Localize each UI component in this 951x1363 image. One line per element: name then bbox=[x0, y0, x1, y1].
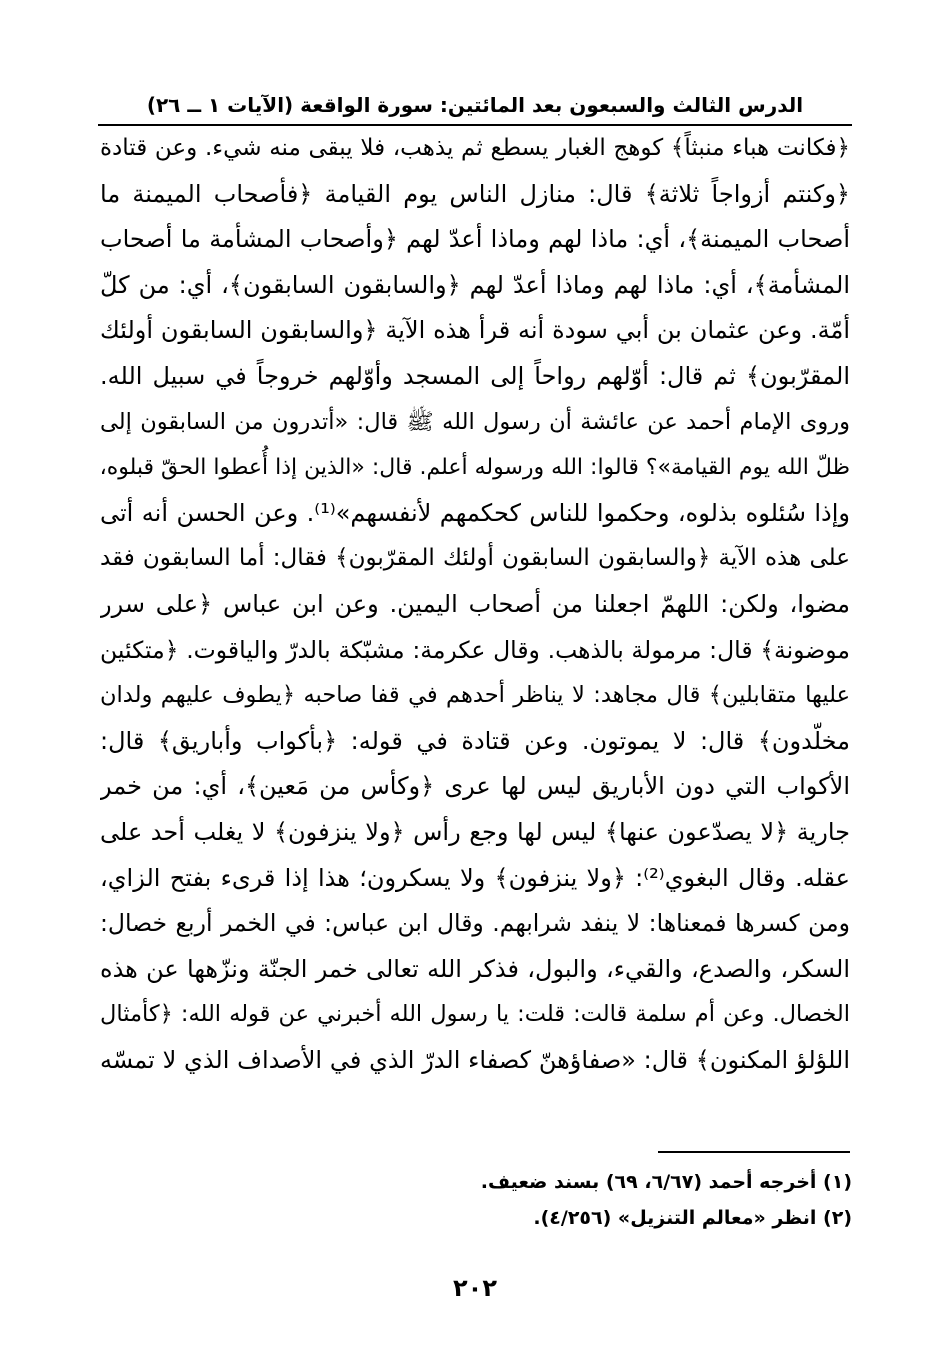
text-line: الخصال. وعن أم سلمة قالت: قلت: يا رسول الله أخبرني عن قوله الله: ﴿كأمثال bbox=[100, 1001, 850, 1028]
text-line: السكر، والصدع، والقيء، والبول، فذكر الله تعالى خمر الجنّة ونزّهها عن هذه bbox=[100, 954, 850, 983]
text-line: أصحاب الميمنة﴾، أي: ماذا لهم وماذا أعدّ لهم ﴿وأصحاب المشأمة ما أصحاب bbox=[100, 225, 850, 254]
text-line: اللؤلؤ المكنون﴾ قال: «صفاؤهنّ كصفاء الدرّ الذي في الأصداف الذي لا تمسّه bbox=[100, 1045, 850, 1074]
text-line: ظلّ الله يوم القيامة»؟ قالوا: الله ورسوله أعلم. قال: «الذين إذا أُعطوا الحقّ قبلوه، bbox=[100, 455, 850, 481]
text-line: عليها متقابلين﴾ قال مجاهد: لا يناظر أحدهم في قفا صاحبه ﴿يطوف عليهم ولدان bbox=[100, 682, 850, 709]
text-line: موضونة﴾ قال: مرمولة بالذهب. وقال عكرمة: مشبّكة بالدرّ والياقوت. ﴿متكئين bbox=[100, 635, 850, 664]
footnote-1: (١) أخرجه أحمد (٦/٦٧، ٦٩) بسند ضعيف. bbox=[480, 1171, 852, 1193]
page-number: ٢٠٢ bbox=[453, 1274, 497, 1302]
text-line: مخلّدون﴾ قال: لا يموتون. وعن قتادة في قوله: ﴿بأكواب وأباريق﴾ قال: bbox=[100, 726, 850, 755]
footnotes bbox=[100, 1164, 852, 1236]
text-line: ﴿وكنتم أزواجاً ثلاثة﴾ قال: منازل الناس يوم القيامة ﴿فأصحاب الميمنة ما bbox=[100, 179, 850, 208]
footnote-2: (٢) انظر «معالم التنزيل» (٤/٢٥٦). bbox=[533, 1207, 852, 1229]
text-line: على هذه الآية ﴿والسابقون السابقون أولئك المقرّبون﴾ فقال: أما السابقون فقد bbox=[100, 545, 850, 572]
text-line: المشأمة﴾، أي: ماذا لهم وماذا أعدّ لهم ﴿والسابقون السابقون﴾، أي: من كلّ bbox=[100, 270, 850, 299]
text-line: أمّة. وعن عثمان بن أبي سودة أنه قرأ هذه الآية ﴿والسابقون السابقون أولئك bbox=[100, 316, 850, 345]
text-line: عقله. وقال البغوي⁽²⁾: ﴿ولا ينزفون﴾ ولا يسكرون؛ هذا إذا قرىء بفتح الزاي، bbox=[100, 863, 850, 892]
footnote-divider bbox=[658, 1151, 850, 1153]
text-line: وإذا سُئلوه بذلوه، وحكموا للناس كحكمهم لأنفسهم»⁽¹⁾. وعن الحسن أنه أتى bbox=[100, 498, 850, 527]
text-line: المقرّبون﴾ ثم قال: أوّلهم رواحاً إلى المسجد وأوّلهم خروجاً في سبيل الله. bbox=[100, 361, 850, 390]
text-line: ومن كسرها فمعناها: لا ينفد شرابهم. وقال ابن عباس: في الخمر أربع خصال: bbox=[100, 909, 850, 938]
text-line: جارية ﴿لا يصدّعون عنها﴾ ليس لها وجع رأس ﴿ولا ينزفون﴾ لا يغلب أحد على bbox=[100, 817, 850, 846]
text-line: ﴿فكانت هباء منبثاً﴾ كوهج الغبار يسطع ثم يذهب، فلا يبقى منه شيء. وعن قتادة bbox=[100, 135, 850, 161]
running-header: الدرس الثالث والسبعون بعد المائتين: سورة الواقعة (الآيات ١ ــ ٢٦) bbox=[146, 93, 804, 117]
text-line: وروى الإمام أحمد عن عائشة أن رسول الله ﷺ قال: «أتدرون من السابقون إلى bbox=[100, 408, 850, 435]
text-line: الأكواب التي دون الأباريق ليس لها عرى ﴿وكأس من مَعين﴾، أي: من خمر bbox=[100, 772, 850, 801]
body-text bbox=[100, 126, 850, 1083]
text-line: مضوا، ولكن: اللهمّ اجعلنا من أصحاب اليمين. وعن ابن عباس ﴿على سرر bbox=[100, 589, 850, 618]
